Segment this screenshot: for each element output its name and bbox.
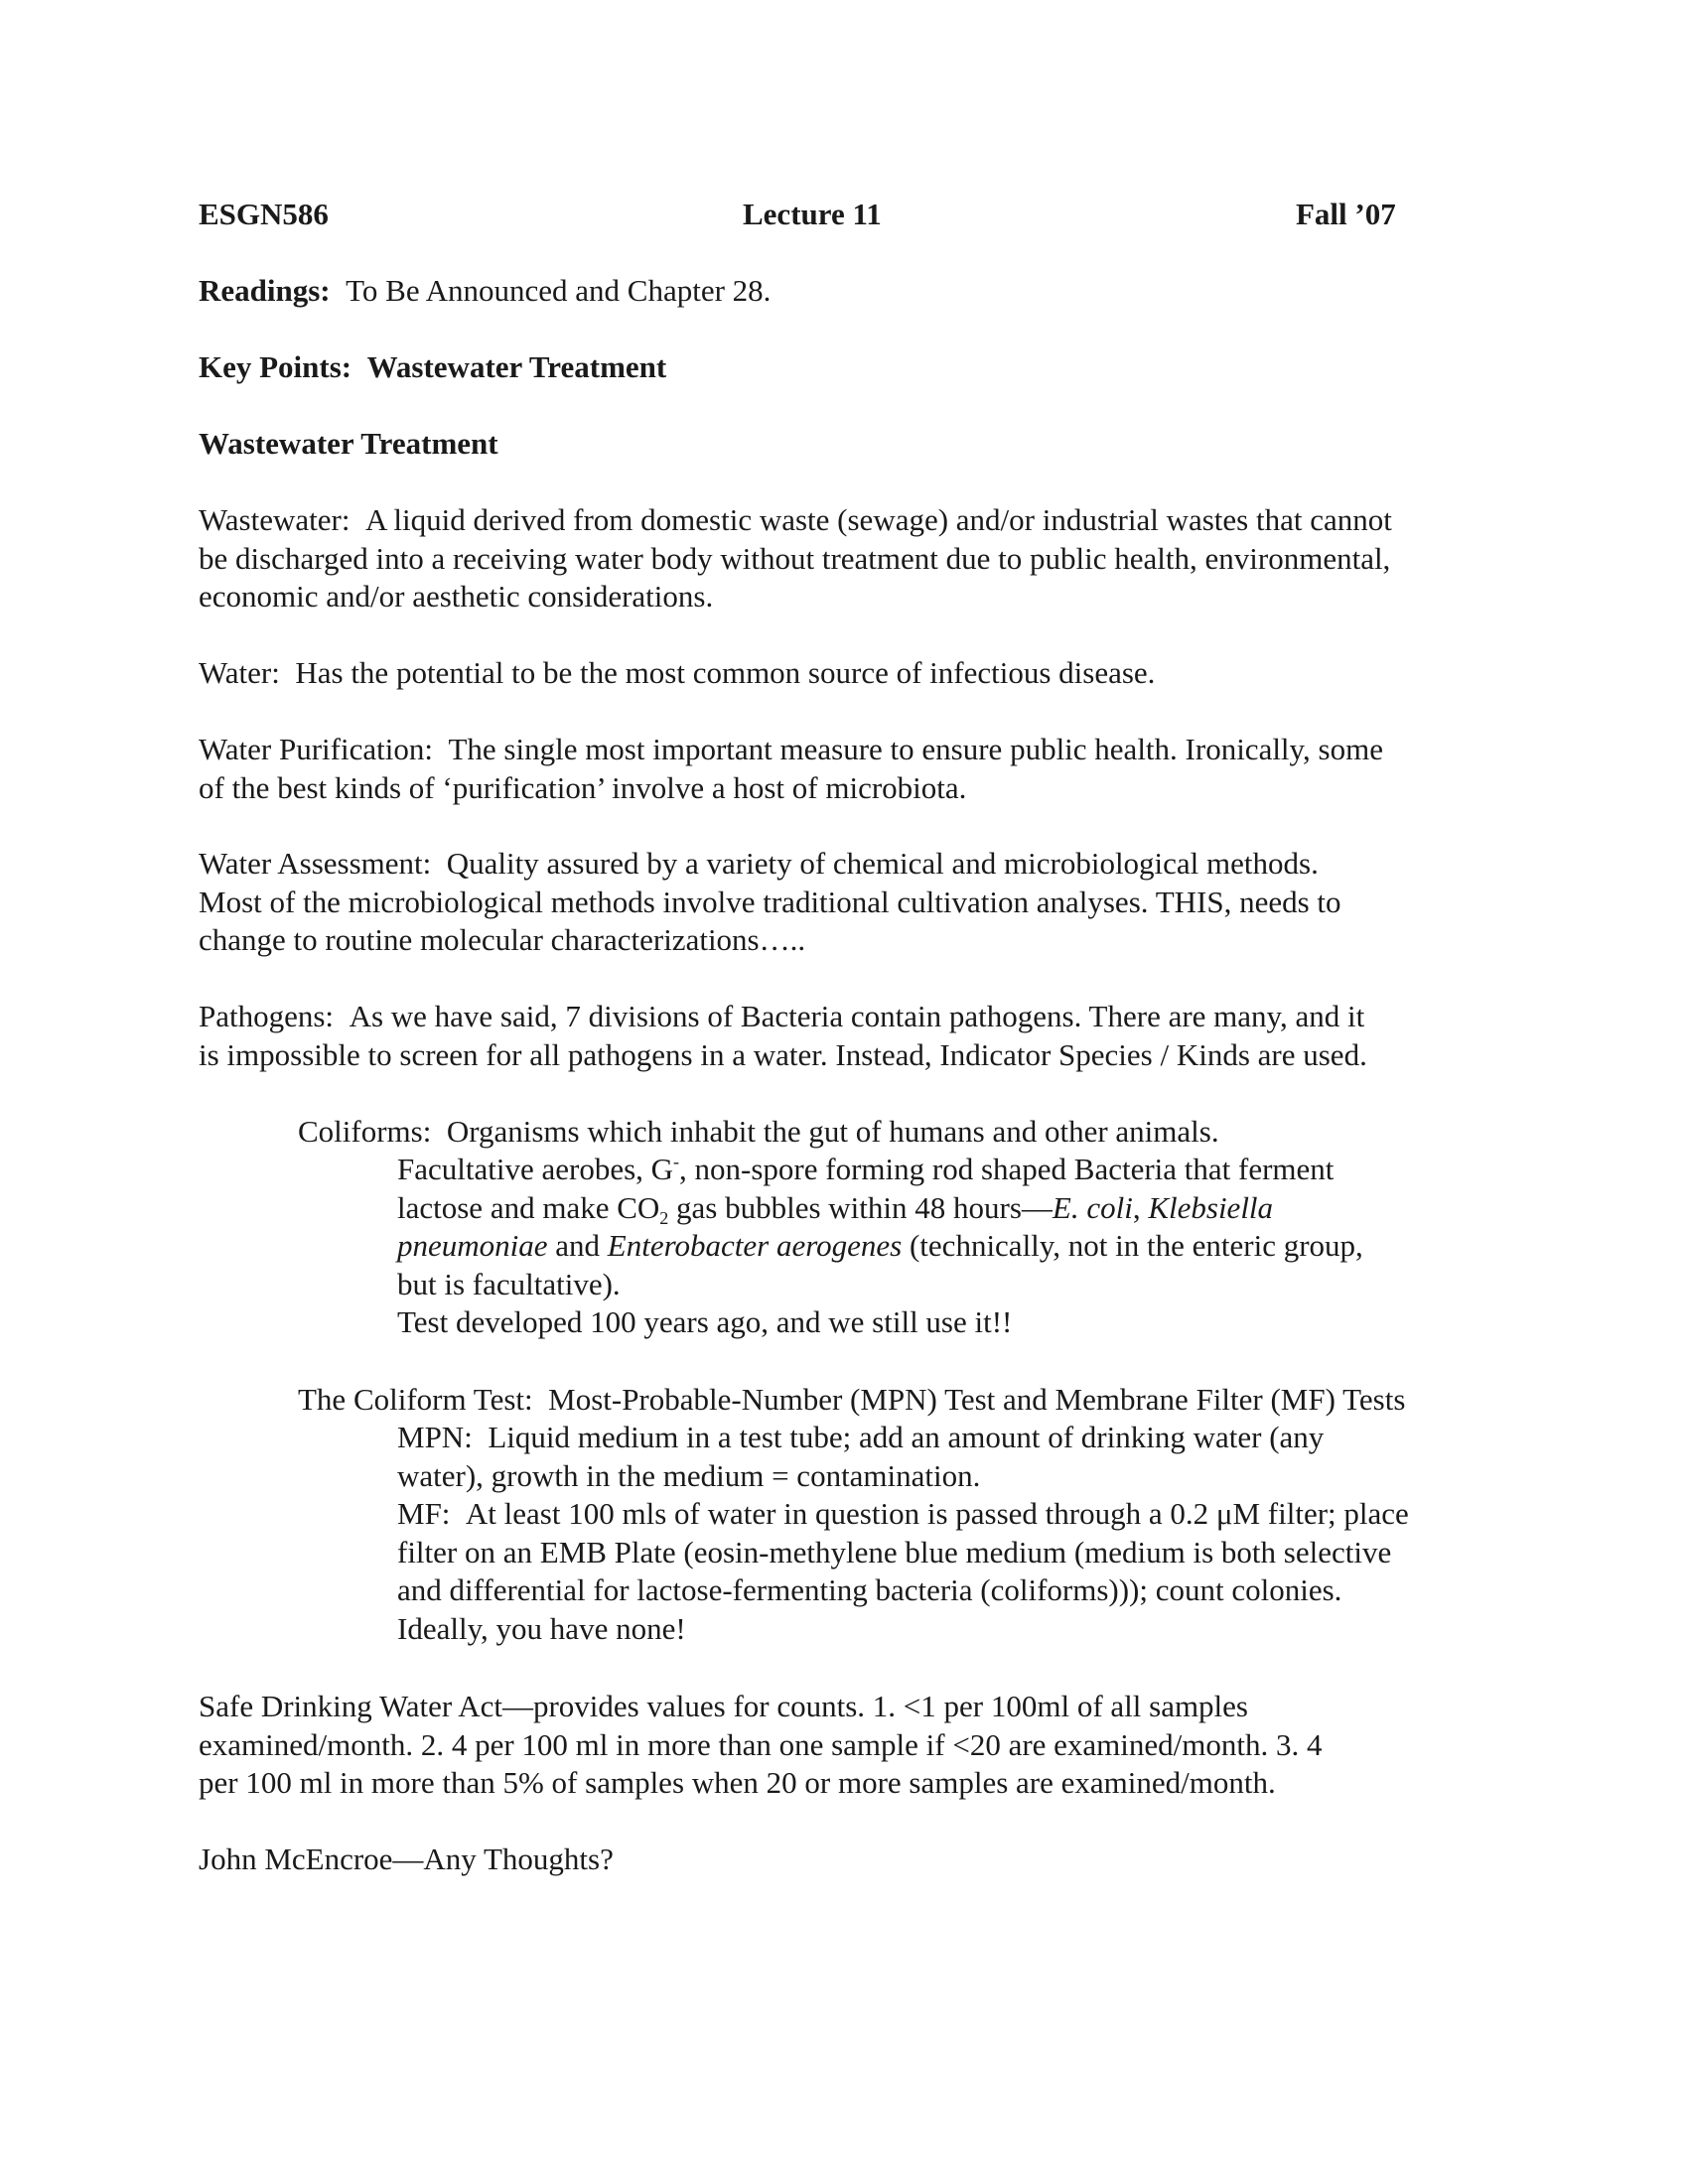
readings-label: Readings:: [199, 273, 331, 308]
coliform-test-term: The Coliform Test:: [298, 1382, 533, 1417]
ecoli-species: E. coli: [1052, 1189, 1133, 1225]
mf-term: MF:: [397, 1496, 451, 1531]
key-points-text: Wastewater Treatment: [366, 349, 667, 384]
coliforms-definition: Coliforms: Organisms which inhabit the gut of humans and other animals.: [298, 1114, 1219, 1149]
readings-line: [199, 272, 1509, 311]
term-label: Fall ’07: [1296, 197, 1396, 231]
lecture-number: Lecture 11: [743, 197, 882, 231]
key-points-line: [199, 348, 1509, 387]
course-code: ESGN586: [199, 197, 329, 231]
coliform-test-details: MPN: Liquid medium in a test tube; add an amount of drinking water (any water), growth in the medium = contamination. MF: At least 100 mls of water in question is passed through a 0.2 μM filter; place filter on an EMB Plate (eosin-methylene blue medium (medium is both selective and differential for lactose-fermenting bacteria (coliforms))); count colonies. Ideally, you have none!: [397, 1420, 1409, 1646]
wastewater-paragraph: Wastewater: A liquid derived from domestic waste (sewage) and/or industrial wastes that cannot be discharged into a receiving water body without treatment due to public health, environmental, economic and/or aesthetic considerations.: [199, 502, 1392, 614]
wastewater-term: Wastewater:: [199, 502, 351, 537]
readings-text: To Be Announced and Chapter 28.: [346, 273, 772, 308]
section-heading: Wastewater Treatment: [199, 426, 498, 461]
closing-line: John McEncroe—Any Thoughts?: [199, 1842, 614, 1876]
klebsiella-genus: Klebsiella: [1148, 1189, 1274, 1225]
coliforms-term: Coliforms:: [298, 1114, 432, 1149]
pathogens-term: Pathogens:: [199, 999, 335, 1033]
page-header: [199, 196, 1410, 235]
sdwa-paragraph: Safe Drinking Water Act—provides values for counts. 1. <1 per 100ml of all samples examined/month. 2. 4 per 100 ml in more than one sample if <20 are examined/month. 3. 4 per 100 ml in more than 5% of samples when 20 or more samples are examined/month.: [199, 1689, 1323, 1800]
purification-paragraph: Water Purification: The single most important measure to ensure public health. Ironically, some of the best kinds of ‘purification’ involve a host of microbiota.: [199, 732, 1383, 805]
water-term: Water:: [199, 655, 280, 690]
assessment-paragraph: Water Assessment: Quality assured by a variety of chemical and microbiological methods. Most of the microbiological methods involve traditional cultivation analyses. THIS, needs to change to routine molecular characterizations…..: [199, 846, 1341, 957]
purification-term: Water Purification:: [199, 732, 433, 766]
assessment-term: Water Assessment:: [199, 846, 432, 881]
coliforms-details: Facultative aerobes, G-, non-spore forming rod shaped Bacteria that ferment lactose and make $CO_2$ gas bubbles within 48 hours—E. coli, Klebsiella pneumoniae and Enterobacter aerogenes (technically, not in the enteric group, but is facultative). Test developed 100 years ago, and we still use it!!: [397, 1152, 1363, 1339]
pathogens-paragraph: Pathogens: As we have said, 7 divisions of Bacteria contain pathogens. There are many, and it is impossible to screen for all pathogens in a water. Instead, Indicator Species / Kinds are used.: [199, 999, 1367, 1072]
mpn-term: MPN:: [397, 1420, 473, 1454]
water-paragraph: Water: Has the potential to be the most common source of infectious disease.: [199, 655, 1156, 690]
coliform-test-heading: The Coliform Test: Most-Probable-Number (MPN) Test and Membrane Filter (MF) Tests: [298, 1382, 1406, 1417]
key-points-label: Key Points:: [199, 349, 352, 384]
enterobacter-species: Enterobacter aerogenes: [607, 1228, 903, 1263]
pneumoniae-species: pneumoniae: [397, 1228, 548, 1263]
